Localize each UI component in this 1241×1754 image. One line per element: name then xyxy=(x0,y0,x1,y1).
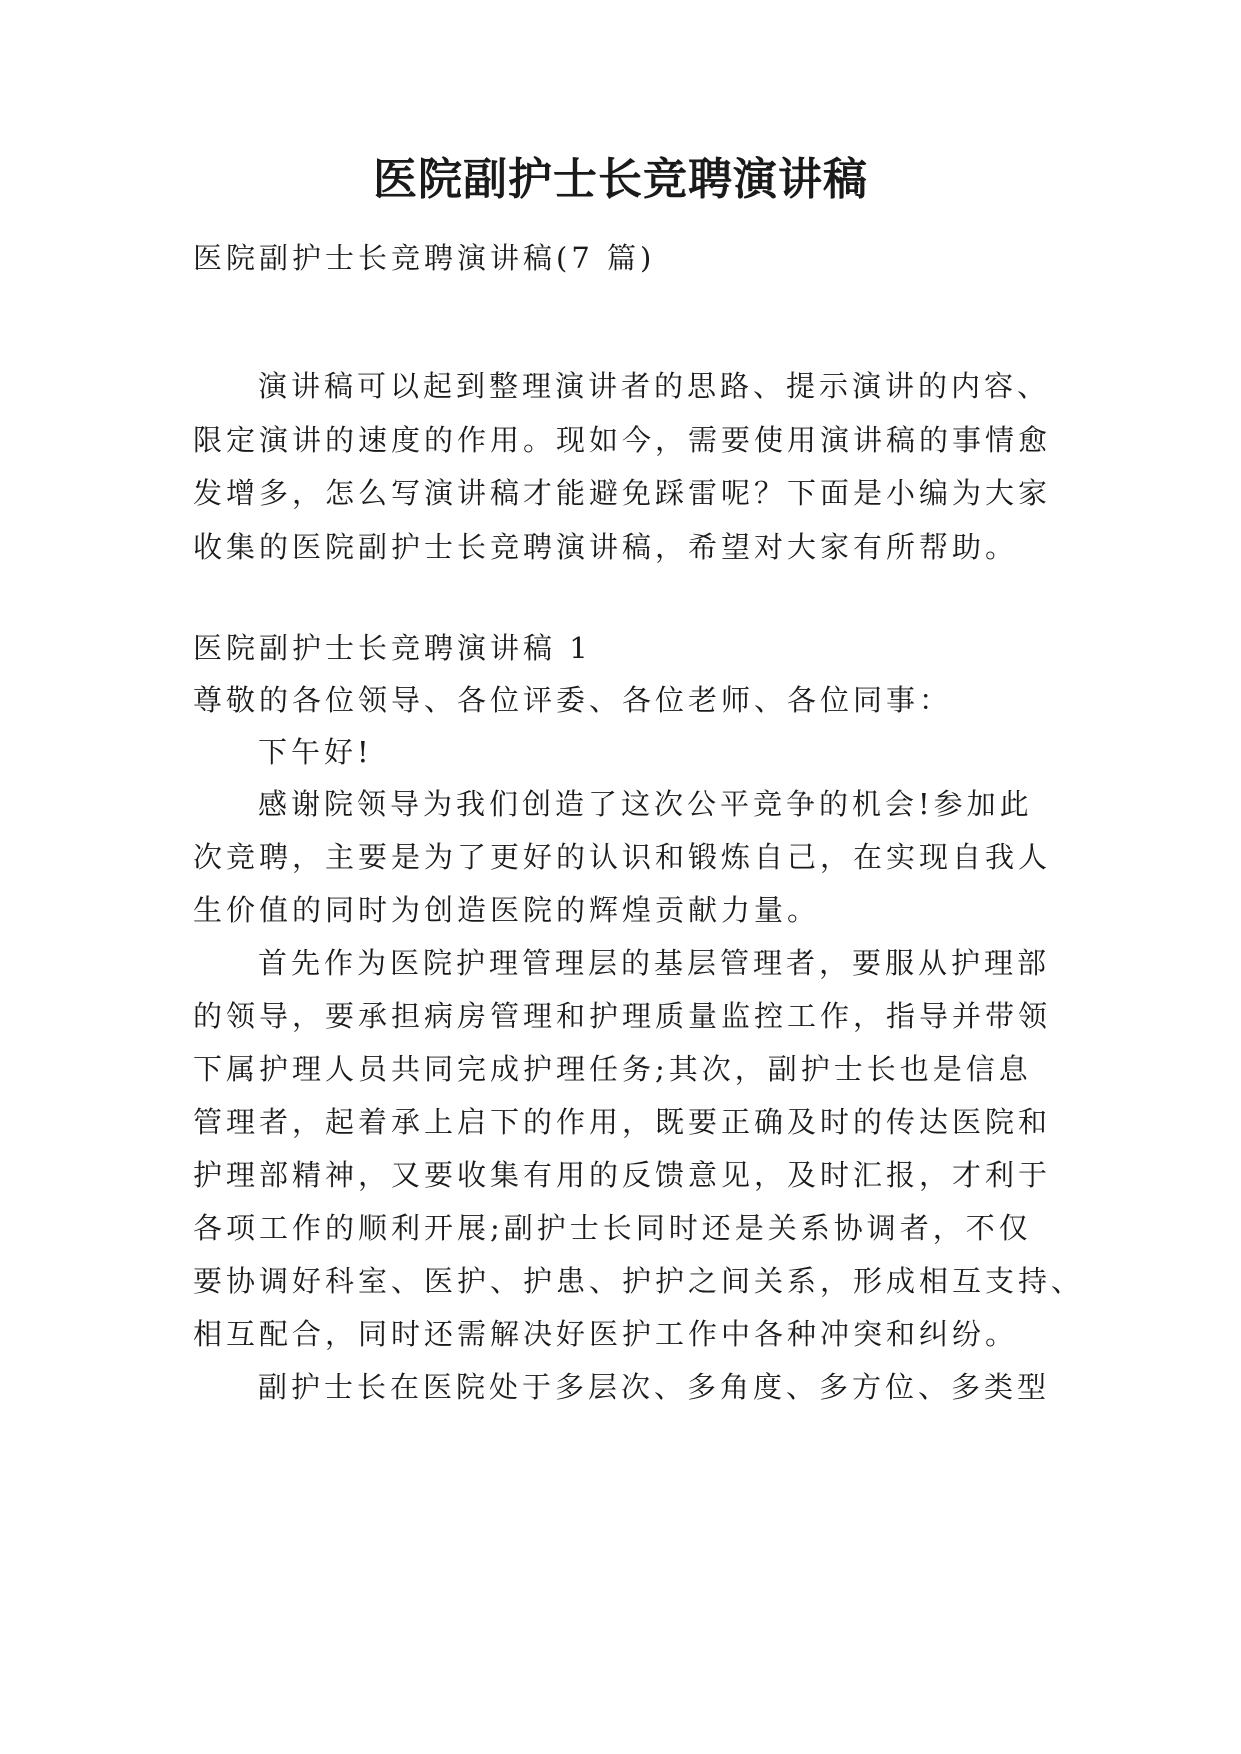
paragraph-line: 首先作为医院护理管理层的基层管理者，要服从护理部 xyxy=(258,946,1051,980)
paragraph-line: 管理者，起着承上启下的作用，既要正确及时的传达医院和 xyxy=(193,1105,1052,1139)
intro-line: 限定演讲的速度的作用。现如今，需要使用演讲稿的事情愈 xyxy=(193,423,1052,457)
document-subtitle: 医院副护士长竞聘演讲稿(7 篇) xyxy=(193,241,656,275)
paragraph-line: 下属护理人员共同完成护理任务;其次，副护士长也是信息 xyxy=(193,1052,1032,1086)
intro-line: 发增多，怎么写演讲稿才能避免踩雷呢？下面是小编为大家 xyxy=(193,476,1052,510)
paragraph-line: 次竞聘，主要是为了更好的认识和锻炼自己，在实现自我人 xyxy=(193,840,1052,874)
paragraph-line: 要协调好科室、医护、护患、护护之间关系，形成相互支持、 xyxy=(193,1264,1085,1298)
paragraph-line: 的领导，要承担病房管理和护理质量监控工作，指导并带领 xyxy=(193,999,1052,1033)
document-title: 医院副护士长竞聘演讲稿 xyxy=(373,154,868,205)
paragraph-line: 相互配合，同时还需解决好医护工作中各种冲突和纠纷。 xyxy=(193,1317,1019,1351)
section-heading: 医院副护士长竞聘演讲稿 1 xyxy=(193,631,592,665)
paragraph-line: 各项工作的顺利开展;副护士长同时还是关系协调者，不仅 xyxy=(193,1211,1032,1245)
intro-line: 收集的医院副护士长竞聘演讲稿，希望对大家有所帮助。 xyxy=(193,530,1019,564)
greeting: 下午好! xyxy=(258,735,373,769)
paragraph-line: 护理部精神，又要收集有用的反馈意见，及时汇报，才利于 xyxy=(193,1158,1052,1192)
paragraph-line: 生价值的同时为创造医院的辉煌贡献力量。 xyxy=(193,893,821,927)
intro-line: 演讲稿可以起到整理演讲者的思路、提示演讲的内容、 xyxy=(258,369,1051,403)
paragraph-line: 副护士长在医院处于多层次、多角度、多方位、多类型 xyxy=(258,1370,1051,1404)
salutation: 尊敬的各位领导、各位评委、各位老师、各位同事： xyxy=(193,683,953,717)
paragraph-line: 感谢院领导为我们创造了这次公平竞争的机会!参加此 xyxy=(258,787,1033,821)
